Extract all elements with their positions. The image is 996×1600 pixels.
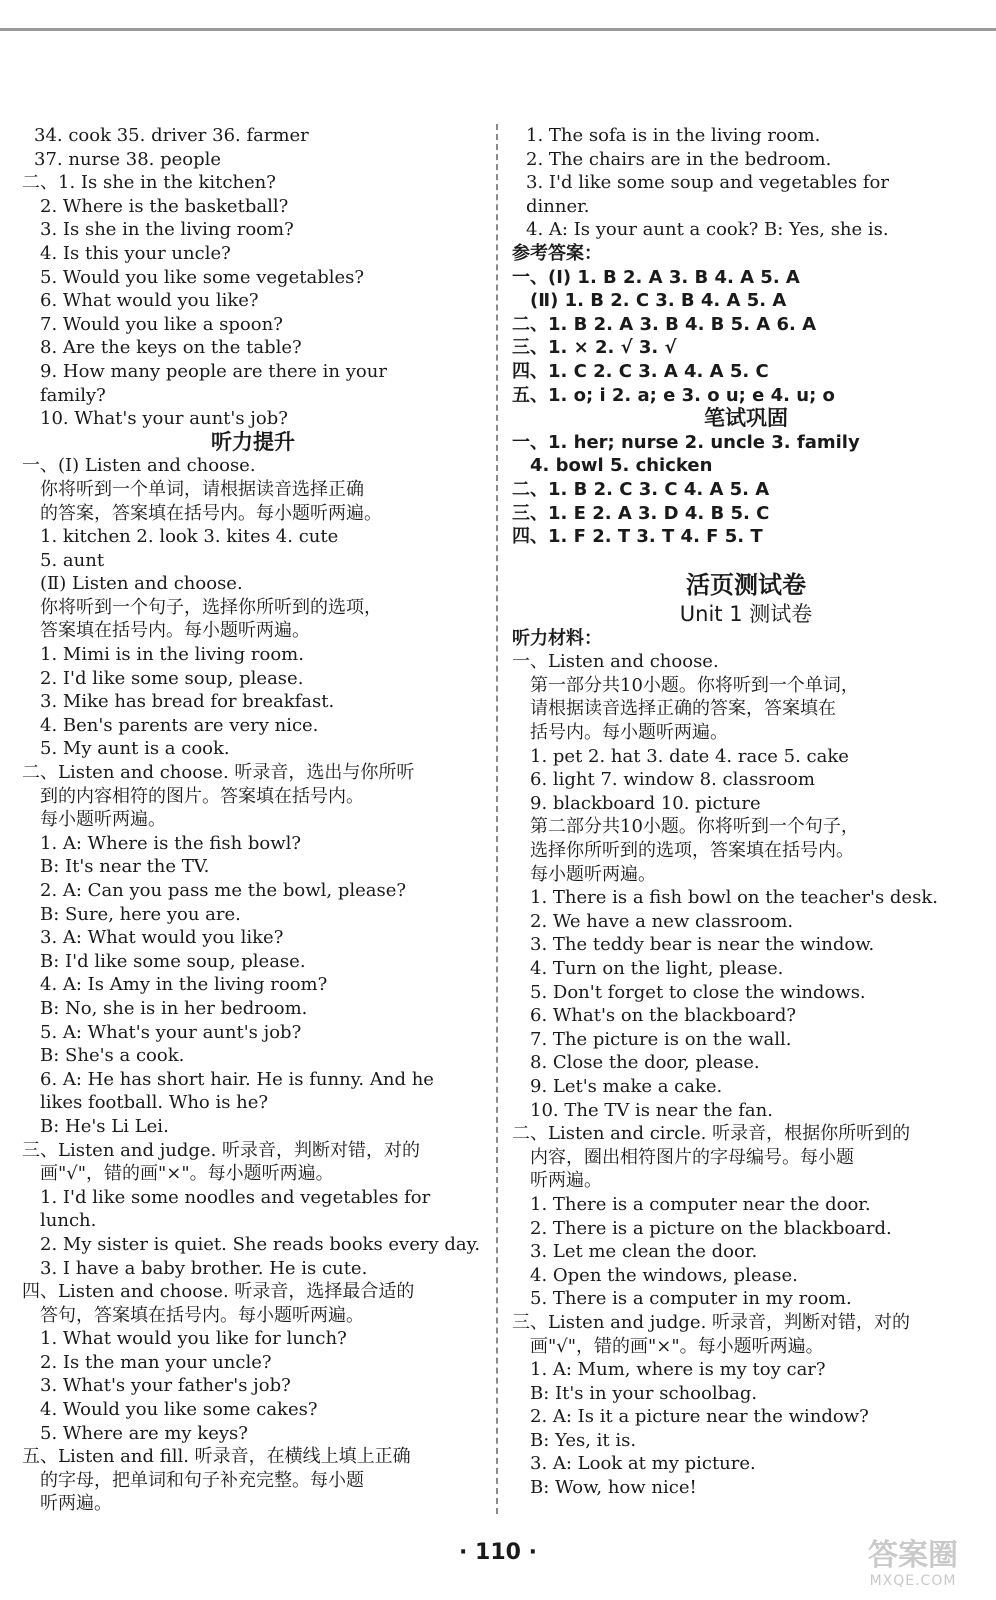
text-line: 选择你所听到的选项，答案填在括号内。	[530, 840, 854, 862]
text-line: 1. A: Mum, where is my toy car?	[530, 1359, 826, 1381]
text-line: 3. I'd like some soup and vegetables for	[526, 172, 889, 194]
text-line: 答句，答案填在括号内。每小题听两遍。	[40, 1304, 364, 1326]
section-heading-listening: 听力提升	[211, 429, 295, 454]
text-line: family?	[40, 384, 106, 406]
text-line: 第二部分共10小题。你将听到一个句子，	[530, 816, 859, 838]
text-line: 7. The picture is on the wall.	[530, 1028, 792, 1050]
text-line: B: Yes, it is.	[530, 1429, 637, 1451]
text-line: 内容，圈出相符图片的字母编号。每小题	[530, 1146, 854, 1168]
text-line: 每小题听两遍。	[40, 809, 166, 831]
text-line: 1. There is a computer near the door.	[530, 1193, 871, 1215]
text-line: lunch.	[40, 1210, 97, 1232]
text-line: 三、Listen and judge. 听录音，判断对错，对的	[512, 1311, 911, 1333]
text-line: 37. nurse 38. people	[34, 148, 222, 170]
text-line: 一、Listen and choose.	[512, 651, 719, 673]
text-line: 1. What would you like for lunch?	[40, 1328, 347, 1350]
text-line: 6. What would you like?	[40, 290, 259, 312]
answer-line: 三、1. E 2. A 3. D 4. B 5. C	[512, 502, 770, 524]
text-line: 5. Would you like some vegetables?	[40, 266, 365, 288]
watermark-logo	[848, 1540, 978, 1594]
text-line: 5. There is a computer in my room.	[530, 1288, 852, 1310]
text-line: 34. cook 35. driver 36. farmer	[34, 125, 309, 146]
text-line: 请根据读音选择正确的答案，答案填在	[530, 698, 836, 720]
text-line: 1. I'd like some noodles and vegetables for	[40, 1186, 431, 1208]
text-line: B: It's near the TV.	[40, 856, 210, 878]
text-line: 3. A: Look at my picture.	[530, 1453, 756, 1475]
answer-line: 四、1. F 2. T 3. T 4. F 5. T	[512, 526, 763, 548]
text-line: 5. A: What's your aunt's job?	[40, 1021, 302, 1043]
text-line: 10. What's your aunt's job?	[40, 408, 288, 430]
section-heading-written: 笔试巩固	[704, 406, 788, 431]
text-line: 括号内。每小题听两遍。	[530, 722, 728, 744]
answer-key-heading: 参考答案：	[512, 242, 602, 264]
text-line: 5. My aunt is a cook.	[40, 738, 230, 760]
text-line: 画"√"，错的画"×"。每小题听两遍。	[40, 1163, 334, 1185]
text-line: 2. I'd like some soup, please.	[40, 667, 304, 689]
text-line: 4. A: Is Amy in the living room?	[40, 974, 328, 996]
text-line: 3. Let me clean the door.	[530, 1241, 758, 1263]
answer-line: 二、1. B 2. A 3. B 4. B 5. A 6. A	[512, 313, 817, 335]
spacer	[512, 549, 980, 569]
text-line: 3. Is she in the living room?	[40, 219, 294, 241]
text-line: dinner.	[526, 195, 590, 217]
text-line: 3. What's your father's job?	[40, 1375, 291, 1397]
text-line: 6. A: He has short hair. He is funny. And he	[40, 1068, 434, 1090]
text-line: 听两遍。	[40, 1493, 112, 1515]
text-line: 2. A: Is it a picture near the window?	[530, 1406, 869, 1428]
text-line: B: It's in your schoolbag.	[530, 1382, 758, 1404]
text-line: 4. Would you like some cakes?	[40, 1399, 318, 1421]
text-line: 2. My sister is quiet. She reads books every day.	[40, 1233, 481, 1255]
text-line: 你将听到一个句子，选择你所听到的选项，	[40, 596, 382, 618]
text-line: 4. A: Is your aunt a cook? B: Yes, she is.	[526, 219, 889, 241]
text-line: B: He's Li Lei.	[40, 1115, 169, 1137]
text-line: likes football. Who is he?	[40, 1092, 269, 1114]
text-line: 2. Where is the basketball?	[40, 195, 289, 217]
answer-line: 二、1. B 2. C 3. C 4. A 5. A	[512, 478, 770, 500]
column-divider	[496, 124, 498, 1514]
text-line: B: Wow, how nice!	[530, 1477, 697, 1499]
text-line: 5. aunt	[40, 549, 105, 571]
text-line: 3. Mike has bread for breakfast.	[40, 691, 335, 713]
text-line: 2. Is the man your uncle?	[40, 1351, 272, 1373]
text-line: 4. Is this your uncle?	[40, 242, 231, 264]
text-line: 答案填在括号内。每小题听两遍。	[40, 620, 310, 642]
text-line: 3. I have a baby brother. He is cute.	[40, 1257, 368, 1279]
text-line: 9. blackboard 10. picture	[530, 792, 761, 814]
text-line: 的字母，把单词和句子补充完整。每小题	[40, 1469, 364, 1491]
right-column	[512, 124, 980, 1500]
text-line: 6. What's on the blackboard?	[530, 1005, 797, 1027]
text-line: 1. pet 2. hat 3. date 4. race 5. cake	[530, 745, 849, 767]
answer-line: 三、1. × 2. √ 3. √	[512, 337, 677, 359]
text-line: B: No, she is in her bedroom.	[40, 997, 308, 1019]
text-line: 2. We have a new classroom.	[530, 910, 794, 932]
text-line: 10. The TV is near the fan.	[530, 1099, 773, 1121]
text-line: 1. A: Where is the fish bowl?	[40, 832, 302, 854]
text-line: 8. Close the door, please.	[530, 1052, 760, 1074]
text-line: 1. Mimi is in the living room.	[40, 644, 304, 666]
text-line: 一、(Ⅰ) Listen and choose.	[22, 455, 256, 477]
text-line: 4. Ben's parents are very nice.	[40, 714, 319, 736]
text-line: 听两遍。	[530, 1170, 602, 1192]
text-line: 1. There is a fish bowl on the teacher's desk.	[530, 887, 938, 909]
text-line: 到的内容相符的图片。答案填在括号内。	[40, 785, 364, 807]
test-paper-title: 活页测试卷	[686, 570, 806, 599]
text-line: 四、Listen and choose. 听录音，选择最合适的	[22, 1281, 415, 1303]
left-column	[22, 124, 484, 1516]
text-line: 8. Are the keys on the table?	[40, 337, 302, 359]
text-line: 2. There is a picture on the blackboard.	[530, 1217, 892, 1239]
text-line: 4. Turn on the light, please.	[530, 958, 784, 979]
answer-line: (Ⅱ) 1. B 2. C 3. B 4. A 5. A	[530, 290, 787, 312]
text-line: 五、Listen and fill. 听录音，在横线上填上正确	[22, 1446, 411, 1468]
unit-test-title: Unit 1 测试卷	[679, 601, 813, 626]
page-number: · 110 ·	[459, 1540, 537, 1565]
text-line: 第一部分共10小题。你将听到一个单词，	[530, 674, 859, 696]
text-line: 二、Listen and choose. 听录音，选出与你所听	[22, 762, 415, 784]
text-line: 5. Don't forget to close the windows.	[530, 981, 866, 1003]
text-line: 4. Open the windows, please.	[530, 1264, 798, 1286]
answer-line: 五、1. o; i 2. a; e 3. o u; e 4. u; o	[512, 384, 835, 406]
text-line: 3. The teddy bear is near the window.	[530, 934, 875, 956]
text-line: 9. Let's make a cake.	[530, 1075, 723, 1097]
watermark-main-text: 答案圈	[868, 1538, 958, 1573]
text-line: 2. A: Can you pass me the bowl, please?	[40, 880, 407, 901]
top-rule	[0, 28, 996, 31]
text-line: 7. Would you like a spoon?	[40, 313, 283, 335]
text-line: 三、Listen and judge. 听录音，判断对错，对的	[22, 1139, 421, 1161]
text-line: 二、Listen and circle. 听录音，根据你所听到的	[512, 1123, 911, 1145]
text-line: 画"√"，错的画"×"。每小题听两遍。	[530, 1335, 824, 1357]
text-line: (Ⅱ) Listen and choose.	[40, 573, 243, 595]
text-line: 1. The sofa is in the living room.	[526, 125, 821, 146]
watermark-sub-text: MXQE.COM	[869, 1573, 957, 1589]
text-line: 1. kitchen 2. look 3. kites 4. cute	[40, 526, 339, 548]
answer-line: 4. bowl 5. chicken	[530, 455, 713, 477]
text-line: 每小题听两遍。	[530, 863, 656, 885]
text-line: 你将听到一个单词，请根据读音选择正确	[40, 478, 364, 500]
text-line: B: She's a cook.	[40, 1045, 185, 1067]
listening-material-heading: 听力材料：	[512, 627, 602, 649]
answer-line: 一、(Ⅰ) 1. B 2. A 3. B 4. A 5. A	[512, 266, 800, 288]
text-line: 3. A: What would you like?	[40, 927, 284, 949]
text-line: 6. light 7. window 8. classroom	[530, 769, 815, 791]
text-line: B: Sure, here you are.	[40, 903, 241, 925]
text-line: 9. How many people are there in your	[40, 360, 387, 382]
text-line: 5. Where are my keys?	[40, 1422, 248, 1444]
section-question-2: 二、1. Is she in the kitchen?	[22, 172, 276, 194]
answer-line: 一、1. her; nurse 2. uncle 3. family	[512, 431, 860, 453]
text-line: 的答案，答案填在括号内。每小题听两遍。	[40, 502, 382, 524]
text-line: B: I'd like some soup, please.	[40, 950, 306, 972]
text-line: 2. The chairs are in the bedroom.	[526, 148, 832, 170]
answer-line: 四、1. C 2. C 3. A 4. A 5. C	[512, 360, 769, 382]
